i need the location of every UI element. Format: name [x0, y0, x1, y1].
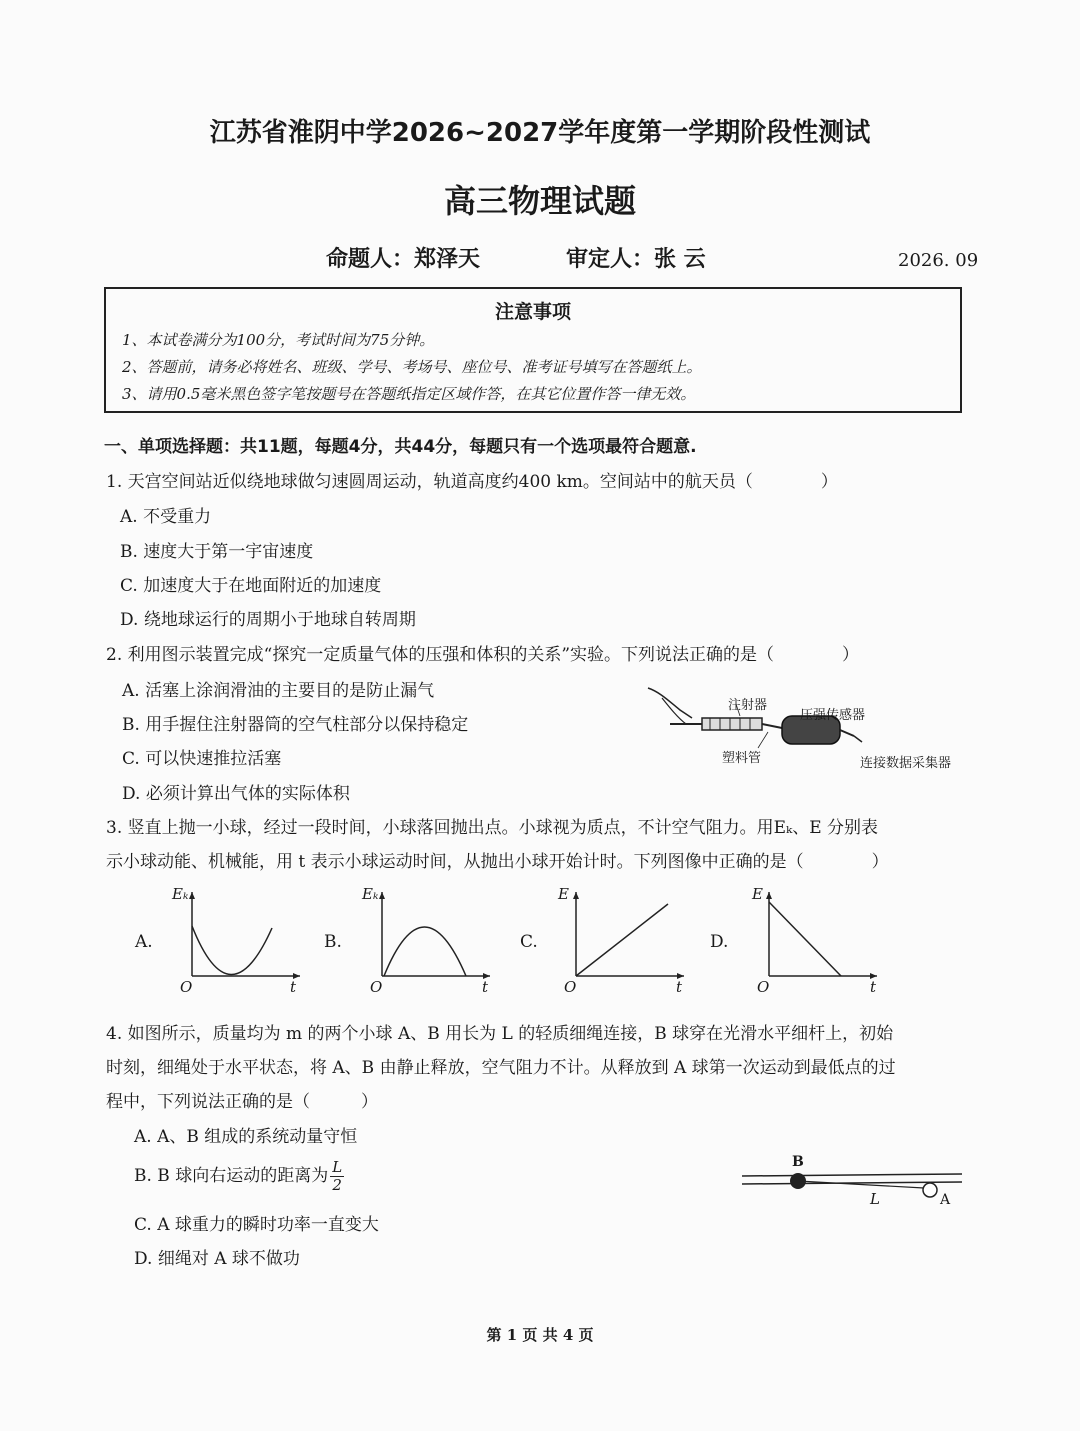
question-2-stem: 2. 利用图示装置完成“探究一定质量气体的压强和体积的关系”实验。下列说法正确的是（ ）	[106, 645, 860, 665]
question-2-option-b: B. 用手握住注射器筒的空气柱部分以保持稳定	[122, 715, 469, 735]
notice-box	[104, 287, 962, 413]
notice-item: 1、本试卷满分为100分，考试时间为75分钟。	[122, 331, 435, 349]
page-footer: 第 1 页 共 4 页	[486, 1326, 594, 1344]
graph-b-xlabel: t	[482, 978, 489, 996]
question-3-stem-line2: 示小球动能、机械能，用 t 表示小球运动时间，从抛出小球开始计时。下列图像中正确的是（ ）	[106, 852, 889, 872]
notice-item: 2、答题前，请务必将姓名、班级、学号、考场号、座位号、准考证号填写在答题纸上。	[122, 358, 702, 376]
question-4-option-b	[134, 1160, 344, 1193]
question-4-stem-line1: 4. 如图所示，质量均为 m 的两个小球 A、B 用长为 L 的轻质细绳连接，B 球穿在光滑水平细杆上，初始	[106, 1024, 894, 1044]
question-4-stem-line2: 时刻，细绳处于水平状态，将 A、B 由静止释放，空气阻力不计。从释放到 A 球第一次运动到最低点的过	[106, 1058, 896, 1078]
question-4-option-c: C. A 球重力的瞬时功率一直变大	[134, 1215, 379, 1235]
question-4-stem-line3: 程中，下列说法正确的是（ ）	[106, 1092, 378, 1112]
question-4-option-d: D. 细绳对 A 球不做功	[134, 1249, 300, 1269]
question-1-option-d: D. 绕地球运行的周期小于地球自转周期	[120, 610, 416, 630]
notice-title: 注意事项	[494, 301, 571, 323]
question-1-stem: 1. 天宫空间站近似绕地球做匀速圆周运动，轨道高度约400 km。空间站中的航天员（ ）	[106, 472, 838, 492]
label-plastic-tube: 塑料管	[722, 751, 762, 766]
label-pressure-sensor: 压强传感器	[800, 708, 866, 723]
graph-c-e-line	[552, 884, 692, 992]
graph-d-xlabel: t	[870, 978, 877, 996]
section-heading: 一、单项选择题：共11题，每题4分，共44分，每题只有一个选项最符合题意.	[104, 437, 697, 457]
question-4-option-a: A. A、B 组成的系统动量守恒	[134, 1127, 358, 1147]
question-1-option-a: A. 不受重力	[120, 507, 212, 527]
question-1-option-c: C. 加速度大于在地面附近的加速度	[120, 576, 382, 596]
graph-c-ylabel: E	[558, 885, 569, 903]
label-data-collector: 连接数据采集器	[860, 756, 952, 771]
question-3-stem-line1: 3. 竖直上抛一小球，经过一段时间，小球落回抛出点。小球视为质点，不计空气阻力。用Eₖ、E 分别表	[106, 818, 879, 838]
graph-b-letter: B.	[324, 932, 342, 952]
question-2-option-c: C. 可以快速推拉活塞	[122, 749, 282, 769]
graph-b-ylabel: Eₖ	[362, 885, 379, 903]
label-ball-b: B	[792, 1154, 804, 1170]
question-2-option-a: A. 活塞上涂润滑油的主要目的是防止漏气	[122, 681, 435, 701]
graph-d-origin: O	[757, 978, 770, 996]
question-4-option-b-text: B. B 球向右运动的距离为	[134, 1166, 329, 1186]
graph-a-letter: A.	[135, 932, 153, 952]
label-syringe: 注射器	[728, 698, 768, 713]
label-length-l: L	[870, 1190, 880, 1208]
reviewer-label: 审定人：张 云	[566, 247, 706, 272]
graph-d-ylabel: E	[752, 885, 763, 903]
notice-item: 3、请用0.5毫米黑色签字笔按题号在答题纸指定区域作答，在其它位置作答一律无效。	[122, 385, 696, 403]
rod-balls-figure	[738, 1160, 968, 1210]
graph-a-ylabel: Eₖ	[172, 885, 189, 903]
fraction-l-over-2: $\frac{L}{2}$	[330, 1160, 344, 1193]
graph-b-ek-curve	[358, 884, 498, 992]
exam-title: 江苏省淮阴中学2026~2027学年度第一学期阶段性测试	[209, 118, 871, 148]
graph-c-letter: C.	[520, 932, 538, 952]
graph-d-e-line	[745, 884, 885, 992]
question-2-option-d: D. 必须计算出气体的实际体积	[122, 784, 350, 804]
graph-d-letter: D.	[710, 932, 729, 952]
question-1-option-b: B. 速度大于第一宇宙速度	[120, 542, 314, 562]
exam-date: 2026. 09	[898, 250, 979, 271]
graph-c-xlabel: t	[676, 978, 683, 996]
graph-a-origin: O	[180, 978, 193, 996]
graph-c-origin: O	[564, 978, 577, 996]
graph-a-xlabel: t	[290, 978, 297, 996]
exam-subtitle: 高三物理试题	[443, 182, 636, 220]
label-ball-a: A	[940, 1192, 951, 1208]
graph-b-origin: O	[370, 978, 383, 996]
author-label: 命题人：郑泽天	[326, 247, 481, 272]
graph-a-ek-curve	[168, 884, 308, 992]
